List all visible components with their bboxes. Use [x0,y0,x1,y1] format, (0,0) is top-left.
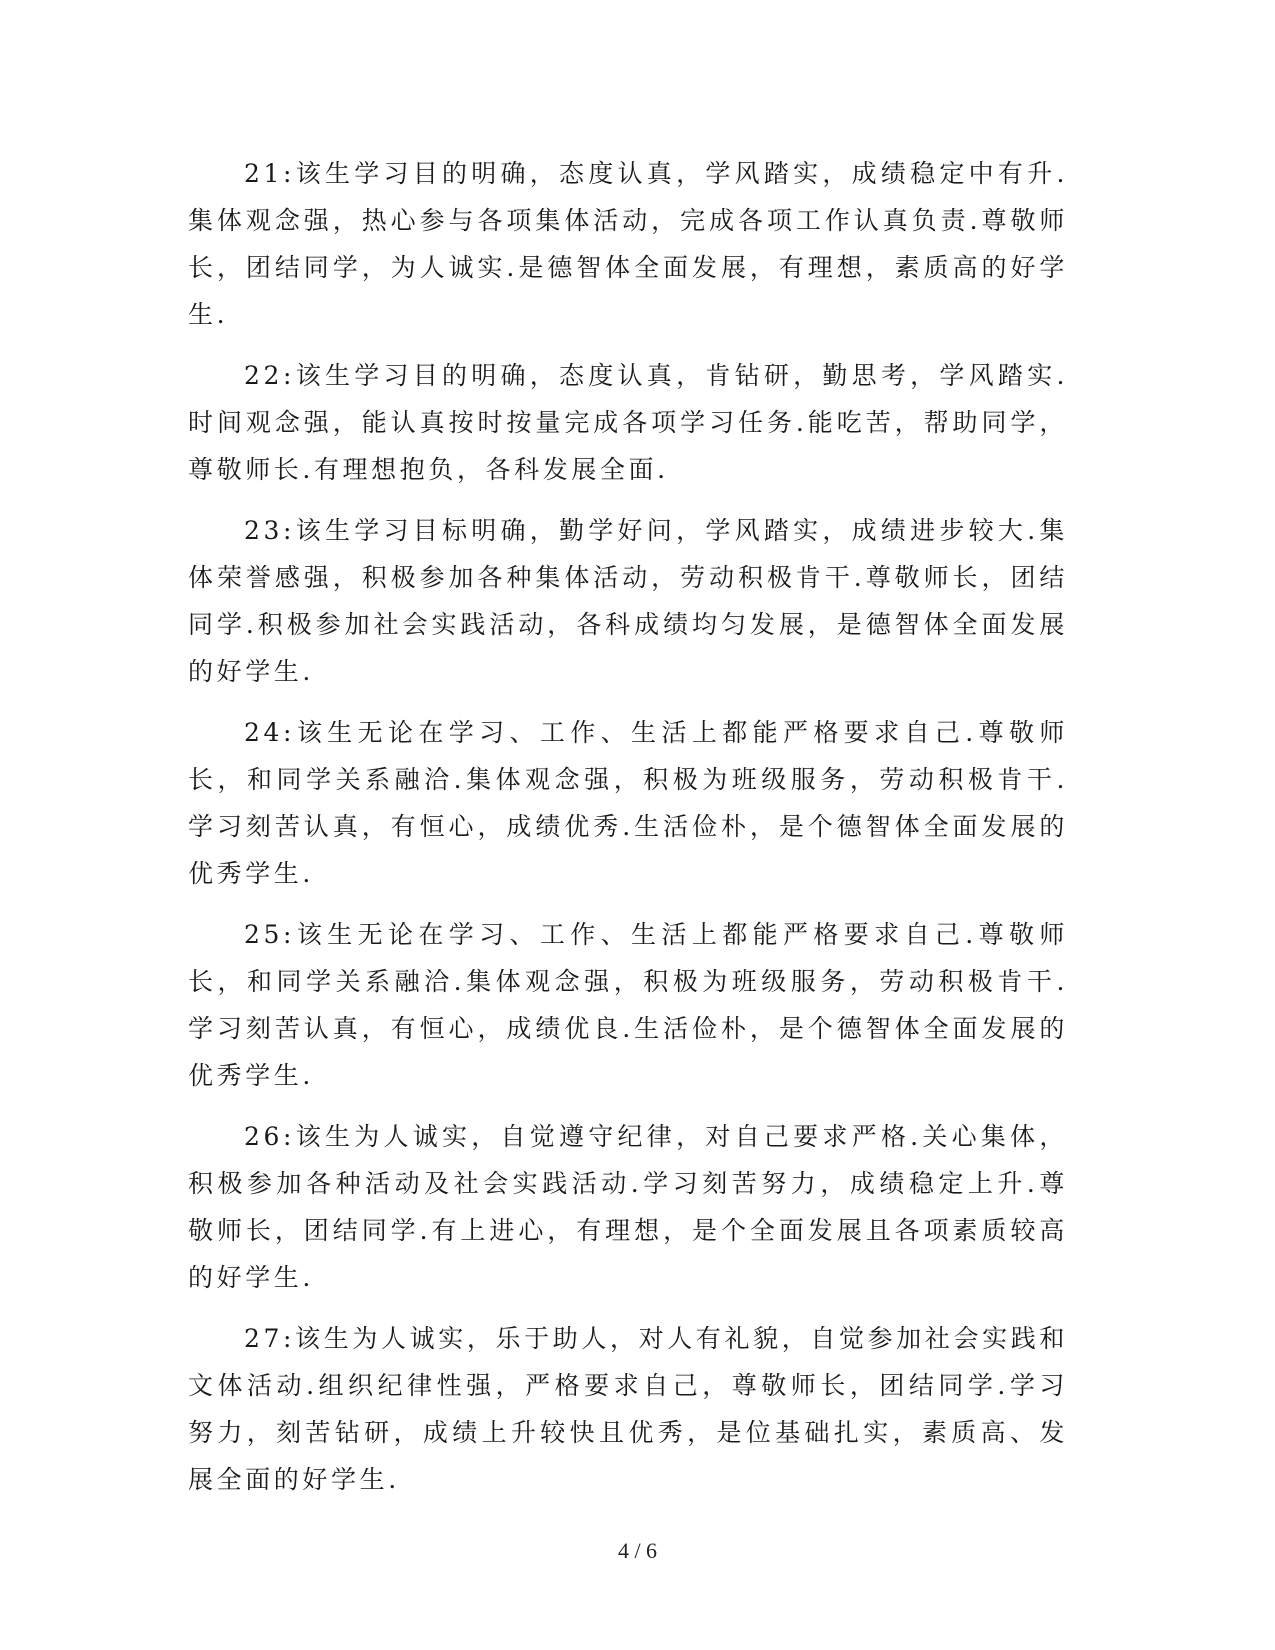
comment-paragraph-25: 25:该生无论在学习、工作、生活上都能严格要求自己.尊敬师长，和同学关系融洽.集体观念强，积极为班级服务，劳动积极肯干.学习刻苦认真，有恒心，成绩优良.生活俭朴，是个德智体全面发展的优秀学生. [188,920,1068,1090]
comment-paragraph-23: 23:该生学习目标明确，勤学好问，学风踏实，成绩进步较大.集体荣誉感强，积极参加各种集体活动，劳动积极肯干.尊敬师长，团结同学.积极参加社会实践活动，各科成绩均匀发展，是德智体全面发展的好学生. [188,516,1068,686]
page-number: 4 / 6 [617,1538,658,1563]
comment-paragraph-21: 21:该生学习目的明确，态度认真，学风踏实，成绩稳定中有升.集体观念强，热心参与各项集体活动，完成各项工作认真负责.尊敬师长，团结同学，为人诚实.是德智体全面发展，有理想，素质高的好学生. [188,159,1068,329]
comment-paragraph-27: 27:该生为人诚实，乐于助人，对人有礼貌，自觉参加社会实践和文体活动.组织纪律性强，严格要求自己，尊敬师长，团结同学.学习努力，刻苦钻研，成绩上升较快且优秀，是位基础扎实，素质高、发展全面的好学生. [188,1324,1068,1494]
comment-paragraph-24: 24:该生无论在学习、工作、生活上都能严格要求自己.尊敬师长，和同学关系融洽.集体观念强，积极为班级服务，劳动积极肯干.学习刻苦认真，有恒心，成绩优秀.生活俭朴，是个德智体全面发展的优秀学生. [188,718,1068,888]
comment-paragraph-22: 22:该生学习目的明确，态度认真，肯钻研，勤思考，学风踏实.时间观念强，能认真按时按量完成各项学习任务.能吃苦，帮助同学，尊敬师长.有理想抱负，各科发展全面. [188,361,1068,484]
comment-paragraph-26: 26:该生为人诚实，自觉遵守纪律，对自己要求严格.关心集体，积极参加各种活动及社会实践活动.学习刻苦努力，成绩稳定上升.尊敬师长，团结同学.有上进心，有理想，是个全面发展且各项素质较高的好学生. [188,1122,1068,1292]
document-body [188,150,1068,1517]
